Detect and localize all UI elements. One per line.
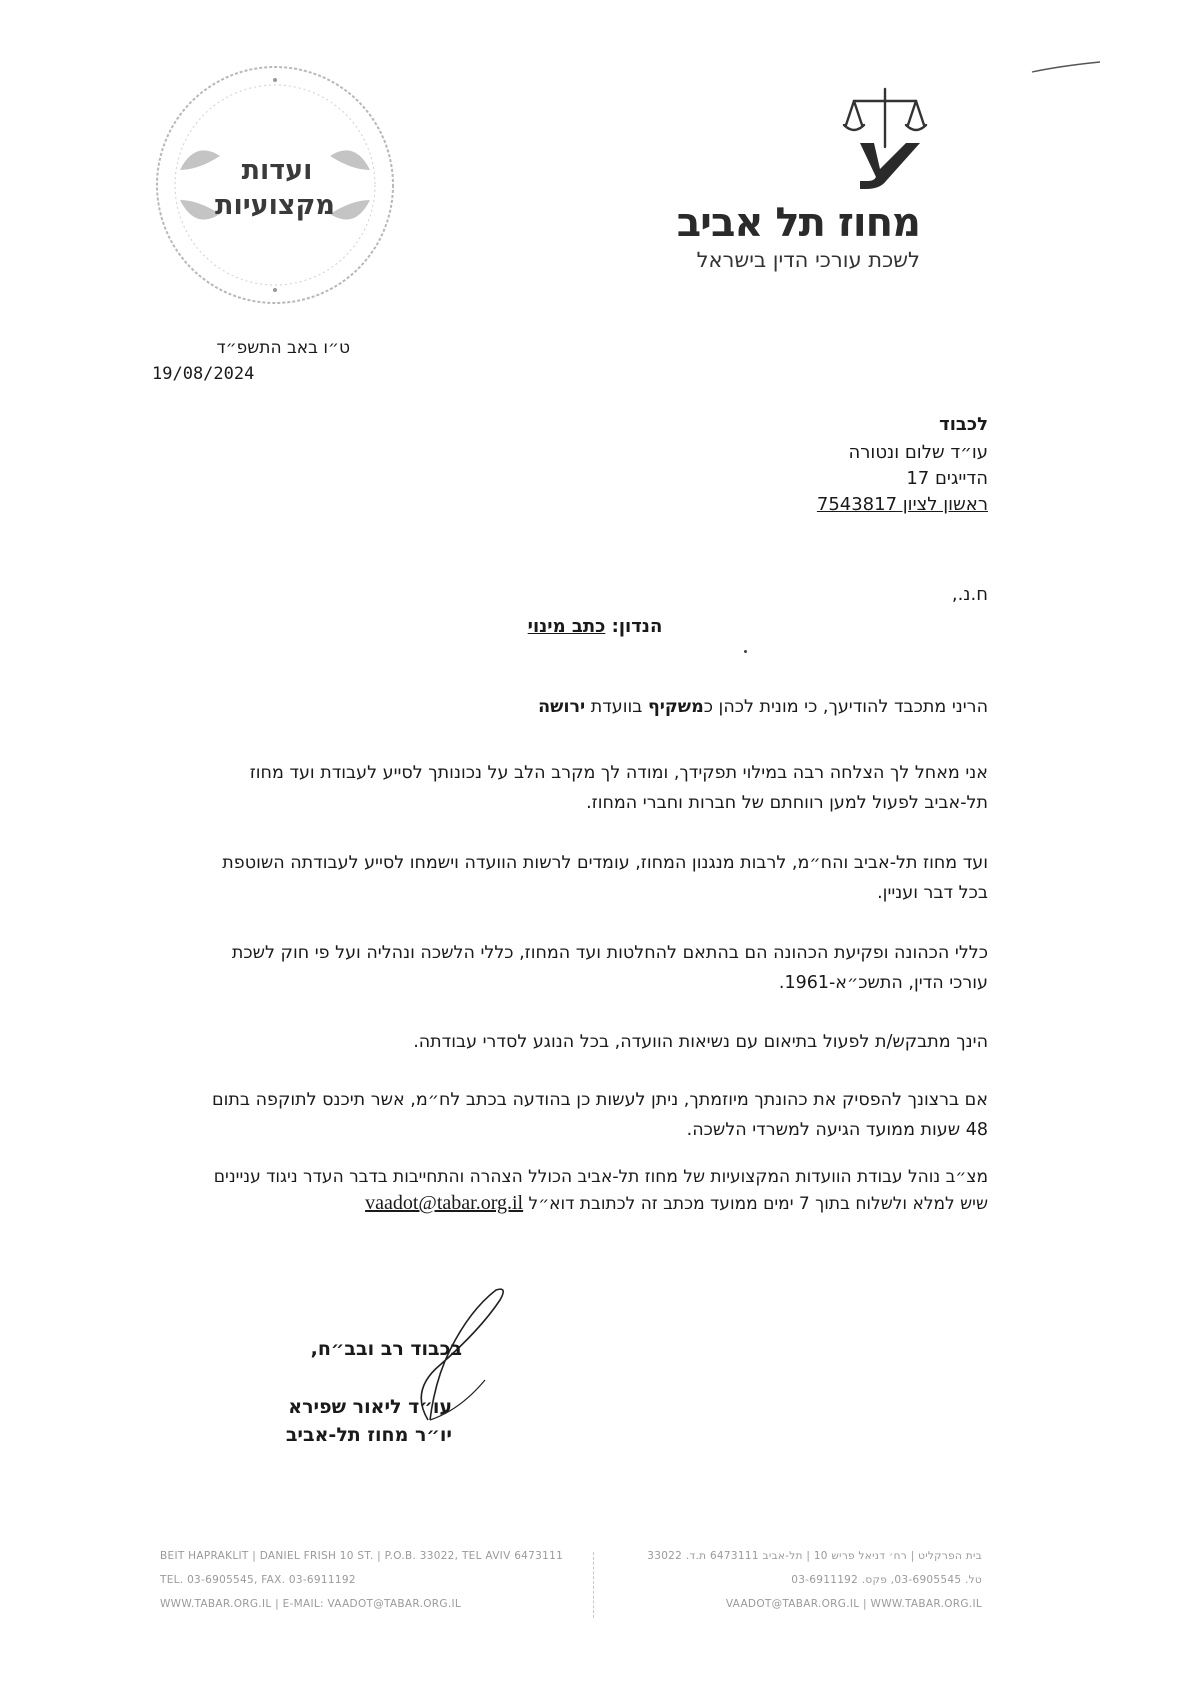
signature-closing: בכבוד רב ובב״ח, bbox=[310, 1338, 462, 1360]
footer-address-en: BEIT HAPRAKLIT | DANIEL FRISH 10 ST. | P.O.B. 33022, TEL AVIV 6473111 bbox=[160, 1550, 564, 1562]
scales-of-justice-logo-icon bbox=[840, 85, 930, 195]
email-link[interactable]: vaadot@tabar.org.il bbox=[365, 1192, 524, 1214]
subject-line bbox=[0, 616, 1190, 637]
p1-role: משקיף bbox=[647, 697, 704, 717]
stamp-line-2: מקצועיות bbox=[215, 190, 335, 221]
recipient-city: ראשון לציון 7543817 bbox=[816, 494, 988, 515]
p7-text: מצ״ב נוהל עבודת הוועדות המקצועיות של מחוז תל-אביב הכולל הצהרה והתחייבות בדבר העדר ניגוד עניינים שיש למלא ולשלוח בתוך 7 ימים ממועד מכתב זה לכתובת דוא״ל bbox=[213, 1167, 988, 1214]
footer-address-he: בית הפרקליט | רח׳ דניאל פריש 10 | תל-אביב 6473111 ת.ד. 33022 bbox=[647, 1550, 982, 1562]
greeting: ח.נ., bbox=[951, 584, 988, 605]
p1-text-a: הריני מתכבד להודיעך, כי מונית לכהן כ bbox=[703, 697, 988, 717]
paragraph-procedure bbox=[198, 1164, 988, 1217]
p1-committee: ירושה bbox=[538, 697, 586, 717]
recipient-to-label: לכבוד bbox=[939, 414, 988, 435]
stray-dot bbox=[744, 650, 747, 653]
footer-web-en: WWW.TABAR.ORG.IL | E-MAIL: VAADOT@TABAR.ORG.IL bbox=[160, 1598, 462, 1610]
paragraph-appointment bbox=[198, 692, 988, 722]
org-name: מחוז תל אביב bbox=[676, 200, 920, 246]
subject-value: כתב מינוי bbox=[527, 616, 606, 637]
date-hebrew: ט״ו באב התשפ״ד bbox=[216, 338, 350, 358]
recipient-street: הדייגים 17 bbox=[906, 468, 988, 489]
footer-web-he: VAADOT@TABAR.ORG.IL | WWW.TABAR.ORG.IL bbox=[725, 1598, 982, 1610]
paragraph-support: ועד מחוז תל-אביב והח״מ, לרבות מנגנון המחוז, עומדים לרשות הוועדה וישמחו לסייע לעבודתה השוטפת בכל דבר ועניין. bbox=[222, 853, 988, 903]
footer-divider bbox=[593, 1552, 595, 1618]
subject-label: הנדון: bbox=[611, 616, 663, 637]
footer-phone-he: טל. 03-6905545, פקס. 03-6911192 bbox=[791, 1574, 982, 1586]
paragraph-resignation: אם ברצונך להפסיק את כהונתך מיוזמתך, ניתן לעשות כן בהודעה בכתב לח״מ, אשר תיכנס לתוקפה בתום 48 שעות ממועד הגיעה למשרדי הלשכה. bbox=[212, 1090, 988, 1140]
signer-name: עו״ד ליאור שפירא bbox=[288, 1396, 452, 1418]
stamp-line-1: ועדות bbox=[241, 155, 313, 186]
date-gregorian: 19/08/2024 bbox=[152, 364, 255, 384]
paragraph-wishes: אני מאחל לך הצלחה רבה במילוי תפקידך, ומודה לך מקרב הלב על נכונותך לסייע לעבודת ועד מחוז תל-אביב לפעול למען רווחתם של חברות וחברי המחוז. bbox=[249, 763, 988, 813]
p1-text-c: בוועדת bbox=[585, 697, 648, 717]
org-subtitle: לשכת עורכי הדין בישראל bbox=[696, 248, 920, 272]
signer-title: יו״ר מחוז תל-אביב bbox=[285, 1424, 452, 1446]
corner-pen-mark bbox=[1030, 60, 1102, 74]
paragraph-rules: כללי הכהונה ופקיעת הכהונה הם בהתאם להחלטות ועד המחוז, כללי הלשכה ונהליה ועל פי חוק לשכת עורכי הדין, התשכ״א-1961. bbox=[231, 943, 988, 993]
paragraph-coordination: הינך מתבקש/ת לפעול בתיאום עם נשיאות הוועדה, בכל הנוגע לסדרי עבודתה. bbox=[413, 1032, 988, 1052]
footer-phone-en: TEL. 03-6905545, FAX. 03-6911192 bbox=[160, 1574, 356, 1586]
recipient-name: עו״ד שלום ונטורה bbox=[848, 442, 988, 463]
